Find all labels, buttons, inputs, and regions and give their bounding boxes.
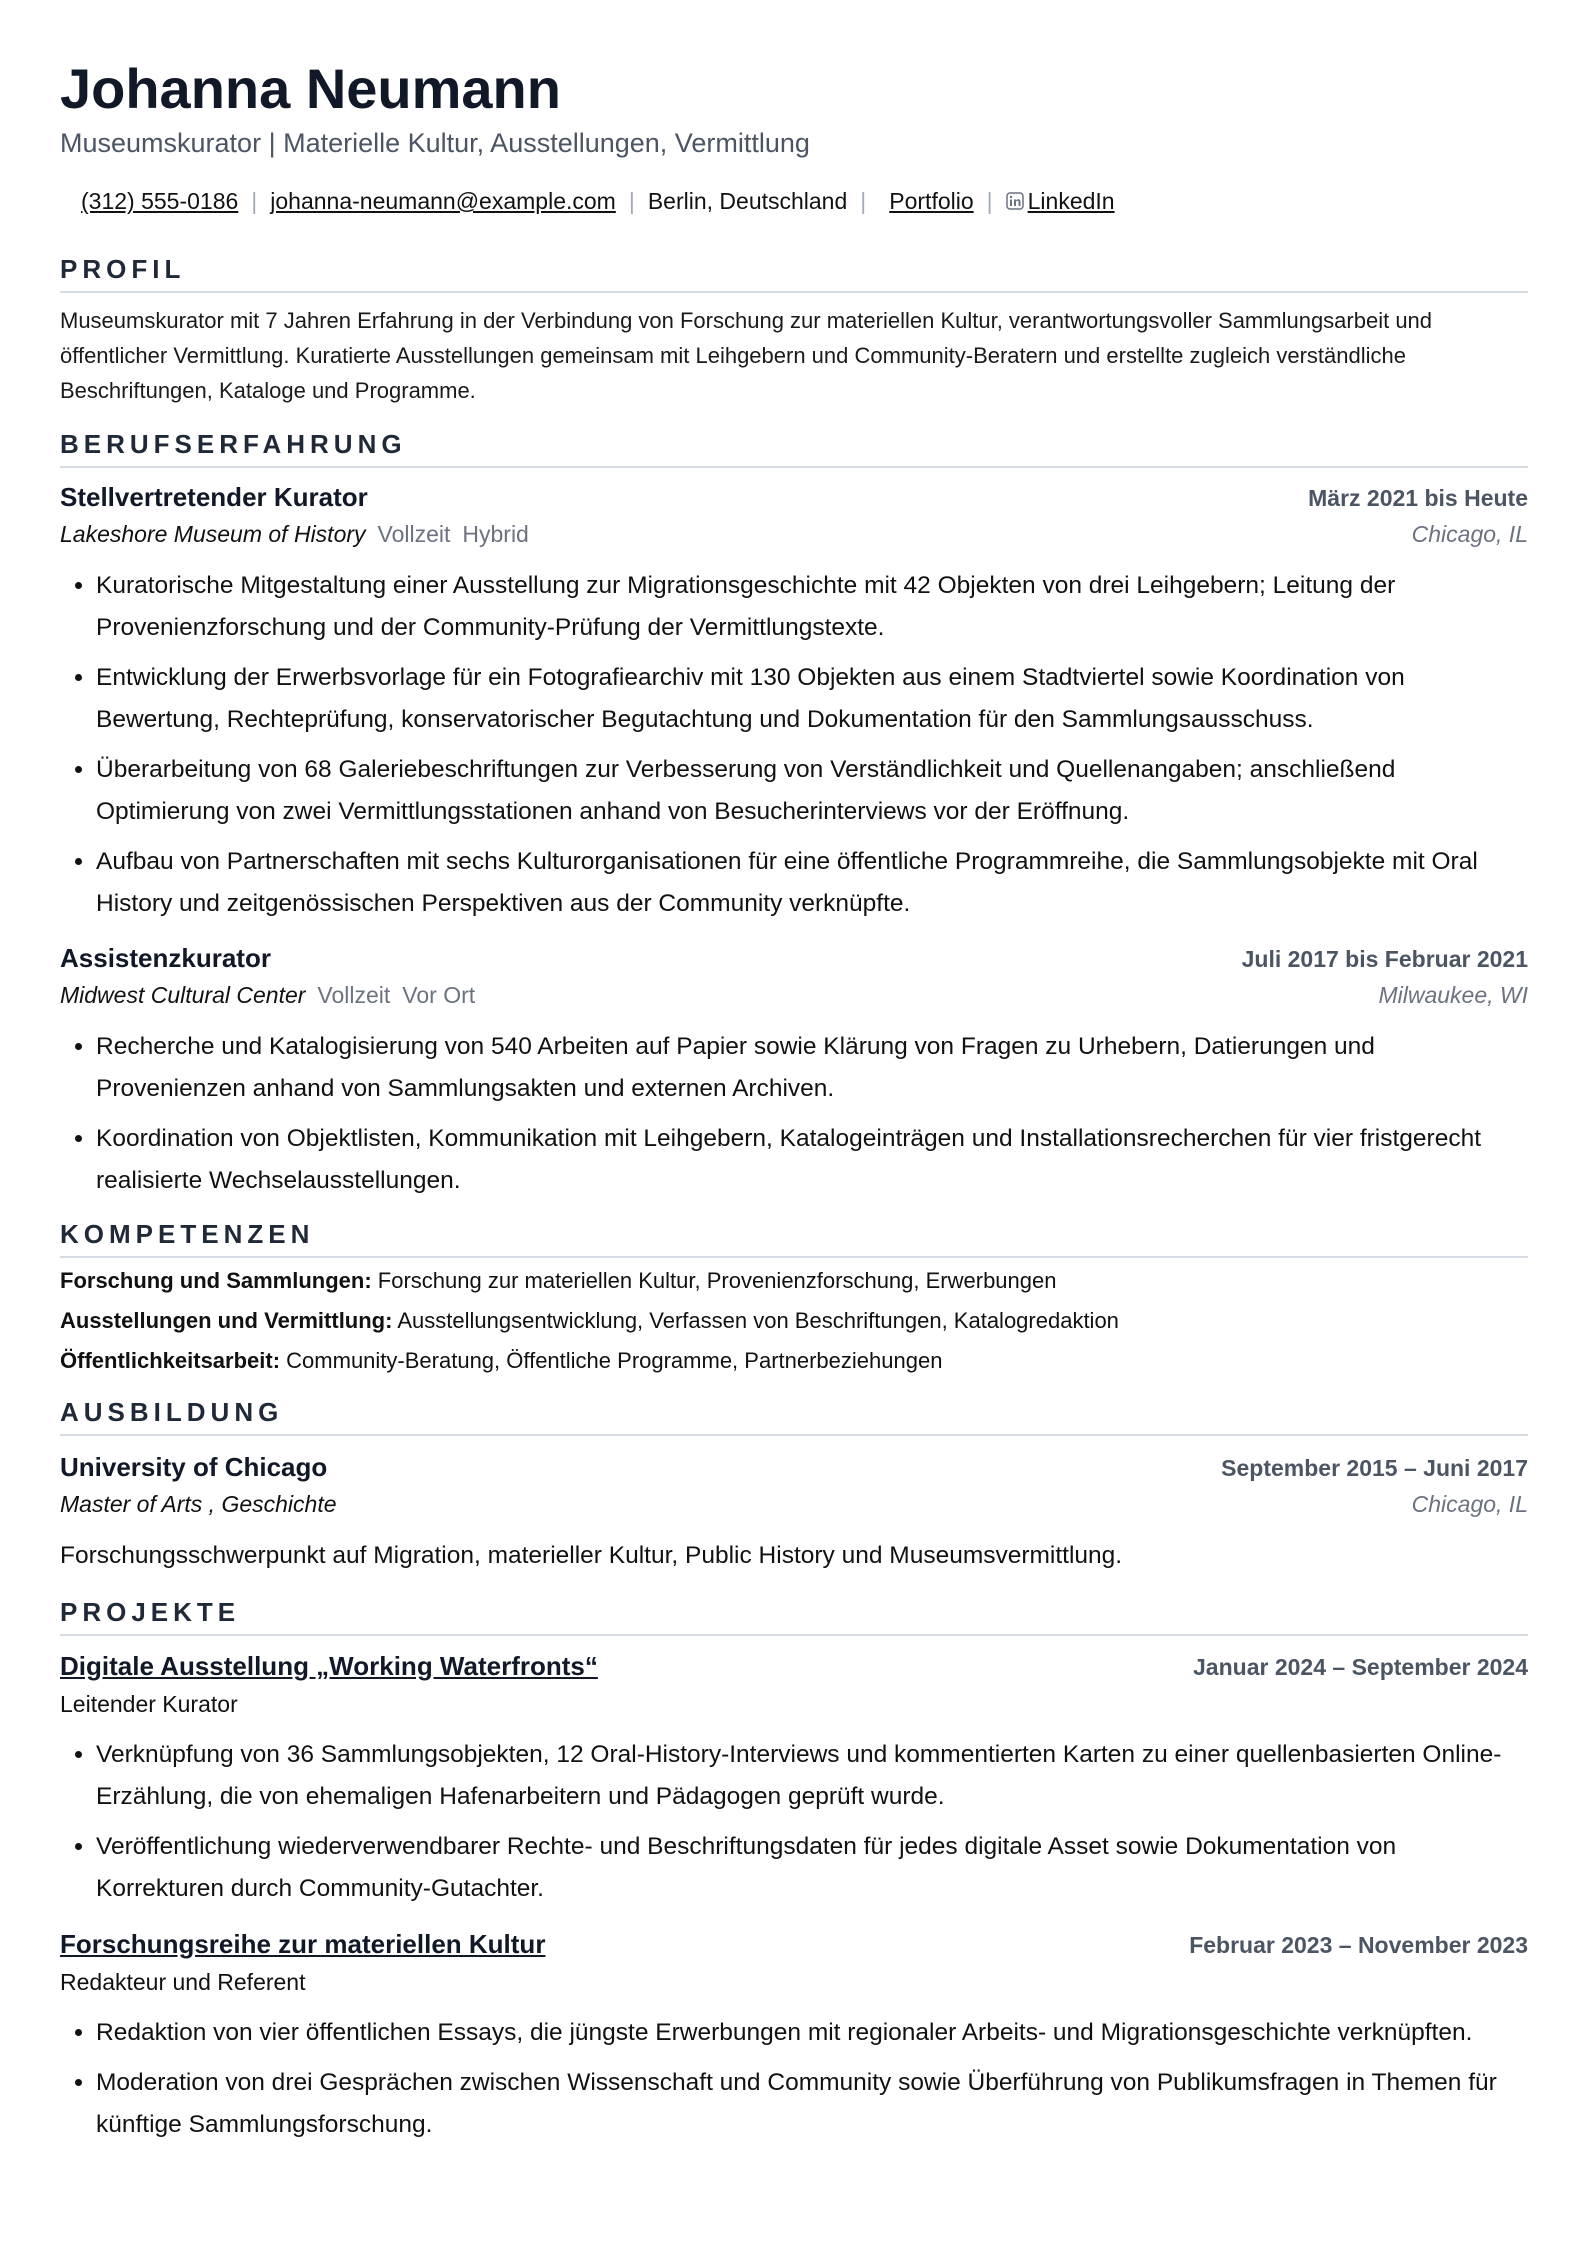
bullet-item: • Entwicklung der Erwerbsvorlage für ein Fotografiearchiv mit 130 Objekten aus einem Stadtviertel sowie Koordination von Bewertung, Rechteprüfung, konservatorischer Begutachtung und Dokumentation für den Sammlungsausschuss. [96,657,1528,741]
education-dates: September 2015 – Juni 2017 [1221,1455,1528,1481]
project-bullets [60,2012,1528,2146]
skill-group-label: Forschung und Sammlungen: [60,1268,372,1293]
education-focus: Forschungsschwerpunkt auf Migration, materieller Kultur, Public History und Museumsvermittlung. [60,1542,1123,1569]
section-title-experience: BERUFSERFAHRUNG [60,428,1528,468]
education-entry [60,1451,1528,1577]
job-meta-left [60,979,475,1011]
linkedin-contact[interactable] [1006,186,1115,216]
separator: | [986,188,993,214]
job-meta-left [60,518,529,550]
degree: Master of Arts , Geschichte [60,1491,337,1517]
employment-type: Vollzeit [317,982,391,1008]
project-header [60,1650,1528,1683]
bullet-item: • Redaktion von vier öffentlichen Essays, die jüngste Erwerbungen mit regionaler Arbeits- und Migrationsgeschichte verknüpften. [96,2012,1528,2054]
project-dates: Januar 2024 – September 2024 [1193,1654,1528,1680]
project-header [60,1928,1528,1961]
location-text: Berlin, Deutschland [647,188,848,214]
job-meta [60,979,1528,1011]
bullet-item: • Kuratorische Mitgestaltung einer Ausstellung zur Migrationsgeschichte mit 42 Objekten von drei Leihgebern; Leitung der Provenienzforschung und der Community-Prüfung der Vermittlungstexte. [96,565,1528,649]
job-entry [60,942,1528,1202]
employment-type: Vollzeit [377,521,451,547]
job-dates: Juli 2017 bis Februar 2021 [1241,946,1528,972]
project-title [60,1928,545,1960]
work-mode: Hybrid [462,521,529,547]
portfolio-link[interactable]: Portfolio [889,188,974,214]
candidate-name: Johanna Neumann [60,57,561,120]
job-entry [60,481,1528,925]
job-meta [60,518,1528,550]
company-name: Midwest Cultural Center [60,982,306,1008]
separator: | [251,188,258,214]
project-role: Redakteur und Referent [60,1969,306,1995]
profile-summary: Museumskurator mit 7 Jahren Erfahrung in der Verbindung von Forschung zur materiellen Kultur, verantwortungsvoller Sammlungsarbeit und öffentlicher Vermittlung. Kuratierte Ausstellungen gemeinsam mit Leihgebern und Community-Beratern und erstellte zugleich verständliche Beschriftungen, Kataloge und Programme. [60,308,1433,403]
job-title: Stellvertretender Kurator [60,482,368,512]
section-title-profile: PROFIL [60,253,1528,293]
skill-group [60,1341,1528,1381]
skill-group-items: Community-Beratung, Öffentliche Programme, Partnerbeziehungen [286,1348,943,1373]
job-location: Chicago, IL [1411,521,1528,547]
bullet-item: • Aufbau von Partnerschaften mit sechs Kulturorganisationen für eine öffentliche Programmreihe, die Sammlungsobjekte mit Oral History und zeitgenössischen Perspektiven aus der Community verknüpfte. [96,841,1528,925]
section-title-education: AUSBILDUNG [60,1396,1528,1436]
bullet-item: • Überarbeitung von 68 Galeriebeschriftungen zur Verbesserung von Verständlichkeit und Quellenangaben; anschließend Optimierung von zwei Vermittlungsstationen anhand von Besucherinterviews vor der Eröffnung. [96,749,1528,833]
work-mode: Vor Ort [402,982,476,1008]
skill-group-label: Ausstellungen und Vermittlung: [60,1308,393,1333]
company-name: Lakeshore Museum of History [60,521,366,547]
linkedin-icon [1006,192,1024,210]
skill-group-label: Öffentlichkeitsarbeit: [60,1348,281,1373]
linkedin-link[interactable]: LinkedIn [1027,188,1115,214]
email-link[interactable]: johanna-neumann@example.com [270,188,616,214]
section-title-skills: KOMPETENZEN [60,1218,1528,1258]
skill-group-items: Forschung zur materiellen Kultur, Provenienzforschung, Erwerbungen [377,1268,1057,1293]
project-entry [60,1650,1528,1910]
bullet-item: • Recherche und Katalogisierung von 540 Arbeiten auf Papier sowie Klärung von Fragen zu Urhebern, Datierungen und Provenienzen anhand von Sammlungsakten und externen Archiven. [96,1026,1528,1110]
skill-group-items: Ausstellungsentwicklung, Verfassen von Beschriftungen, Katalogredaktion [397,1308,1119,1333]
skill-group [60,1301,1528,1341]
job-header [60,942,1528,975]
school-name: University of Chicago [60,1452,328,1482]
contact-line [60,186,1528,216]
project-role: Leitender Kurator [60,1691,238,1717]
project-title-link[interactable]: Digitale Ausstellung „Working Waterfronts“ [60,1651,598,1681]
headline: Museumskurator | Materielle Kultur, Ausstellungen, Vermittlung [60,128,810,158]
bullet-item: • Veröffentlichung wiederverwendbarer Rechte- und Beschriftungsdaten für jedes digitale Asset sowie Dokumentation von Korrekturen durch Community-Gutachter. [96,1826,1528,1910]
job-bullets [60,565,1528,925]
project-title-link[interactable]: Forschungsreihe zur materiellen Kultur [60,1929,546,1959]
education-meta [60,1488,1528,1520]
job-header [60,481,1528,514]
project-dates: Februar 2023 – November 2023 [1189,1932,1528,1958]
phone-link[interactable]: (312) 555-0186 [81,188,239,214]
section-title-projects: PROJEKTE [60,1596,1528,1636]
job-dates: März 2021 bis Heute [1308,485,1528,511]
job-bullets [60,1026,1528,1202]
project-entry [60,1928,1528,2146]
separator: | [860,188,867,214]
separator: | [628,188,635,214]
education-header [60,1451,1528,1484]
skills-list [60,1261,1528,1381]
education-location: Chicago, IL [1411,1491,1528,1517]
resume-header [60,58,1528,216]
bullet-item: • Verknüpfung von 36 Sammlungsobjekten, 12 Oral-History-Interviews und kommentierten Karten zu einer quellenbasierten Online-Erzählung, die von ehemaligen Hafenarbeitern und Pädagogen geprüft wurde. [96,1734,1528,1818]
project-bullets [60,1734,1528,1910]
project-title [60,1650,598,1682]
skill-group [60,1261,1528,1301]
job-location: Milwaukee, WI [1378,982,1528,1008]
bullet-item: • Moderation von drei Gesprächen zwischen Wissenschaft und Community sowie Überführung von Publikumsfragen in Themen für künftige Sammlungsforschung. [96,2062,1528,2146]
job-title: Assistenzkurator [60,943,271,973]
bullet-item: • Koordination von Objektlisten, Kommunikation mit Leihgebern, Katalogeinträgen und Installationsrecherchen für vier fristgerecht realisierte Wechselausstellungen. [96,1118,1528,1202]
